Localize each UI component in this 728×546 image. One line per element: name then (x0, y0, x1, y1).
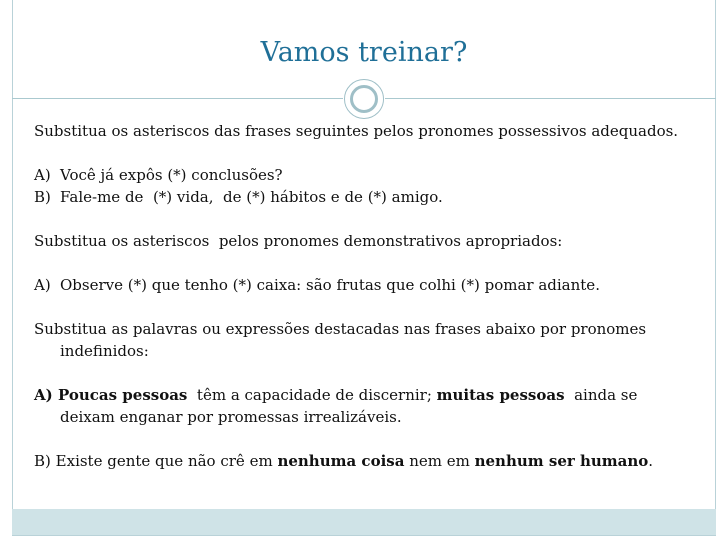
item-marker: A) (34, 386, 53, 404)
item-text: nem em (404, 452, 475, 470)
item-marker: A) (34, 276, 51, 294)
slide-content (34, 120, 694, 472)
item-text: ainda se deixam enganar por promessas irrealizáveis. (60, 386, 643, 426)
circle-ornament-inner (350, 85, 378, 113)
spacer (34, 428, 694, 450)
slide-title: Vamos treinar? (260, 37, 468, 68)
item-text: Existe gente que não crê em (55, 452, 278, 470)
item-text: Observe (*) que tenho (*) caixa: são frutas que colhi (*) pomar adiante. (60, 276, 600, 294)
divider-right (385, 98, 716, 99)
item-marker: B) (34, 188, 51, 206)
highlighted-phrase: Poucas pessoas (57, 386, 188, 404)
spacer (34, 142, 694, 164)
item-text: têm a capacidade de discernir; (187, 386, 437, 404)
highlighted-phrase: muitas pessoas (436, 386, 565, 404)
footer-bar (12, 509, 716, 535)
exercise-2-instruction: Substitua os asteriscos pelos pronomes demonstrativos apropriados: (34, 232, 563, 250)
exercise-3-item-a (34, 384, 694, 428)
exercise-1-item-b (34, 186, 694, 208)
highlighted-phrase: nenhuma coisa (277, 452, 405, 470)
item-marker: A) (34, 166, 51, 184)
exercise-3-instruction: Substitua as palavras ou expressões destacadas nas frases abaixo por pronomes indefinidos: (34, 320, 647, 360)
item-marker: B) (34, 452, 51, 470)
circle-ornament-icon (344, 79, 384, 119)
item-text: Fale-me de (*) vida, de (*) hábitos e de (*) amigo. (60, 188, 443, 206)
item-text: Você já expôs (*) conclusões? (60, 166, 283, 184)
item-text: . (648, 452, 654, 470)
spacer (34, 362, 694, 384)
divider-left (12, 98, 343, 99)
spacer (34, 208, 694, 230)
spacer (34, 252, 694, 274)
highlighted-phrase: nenhum ser humano (474, 452, 649, 470)
exercise-1-instruction: Substitua os asteriscos das frases seguintes pelos pronomes possessivos adequados. (34, 122, 679, 140)
exercise-3-item-b (34, 450, 694, 472)
exercise-2-item-a (34, 274, 694, 296)
exercise-1-item-a (34, 164, 694, 186)
spacer (34, 296, 694, 318)
